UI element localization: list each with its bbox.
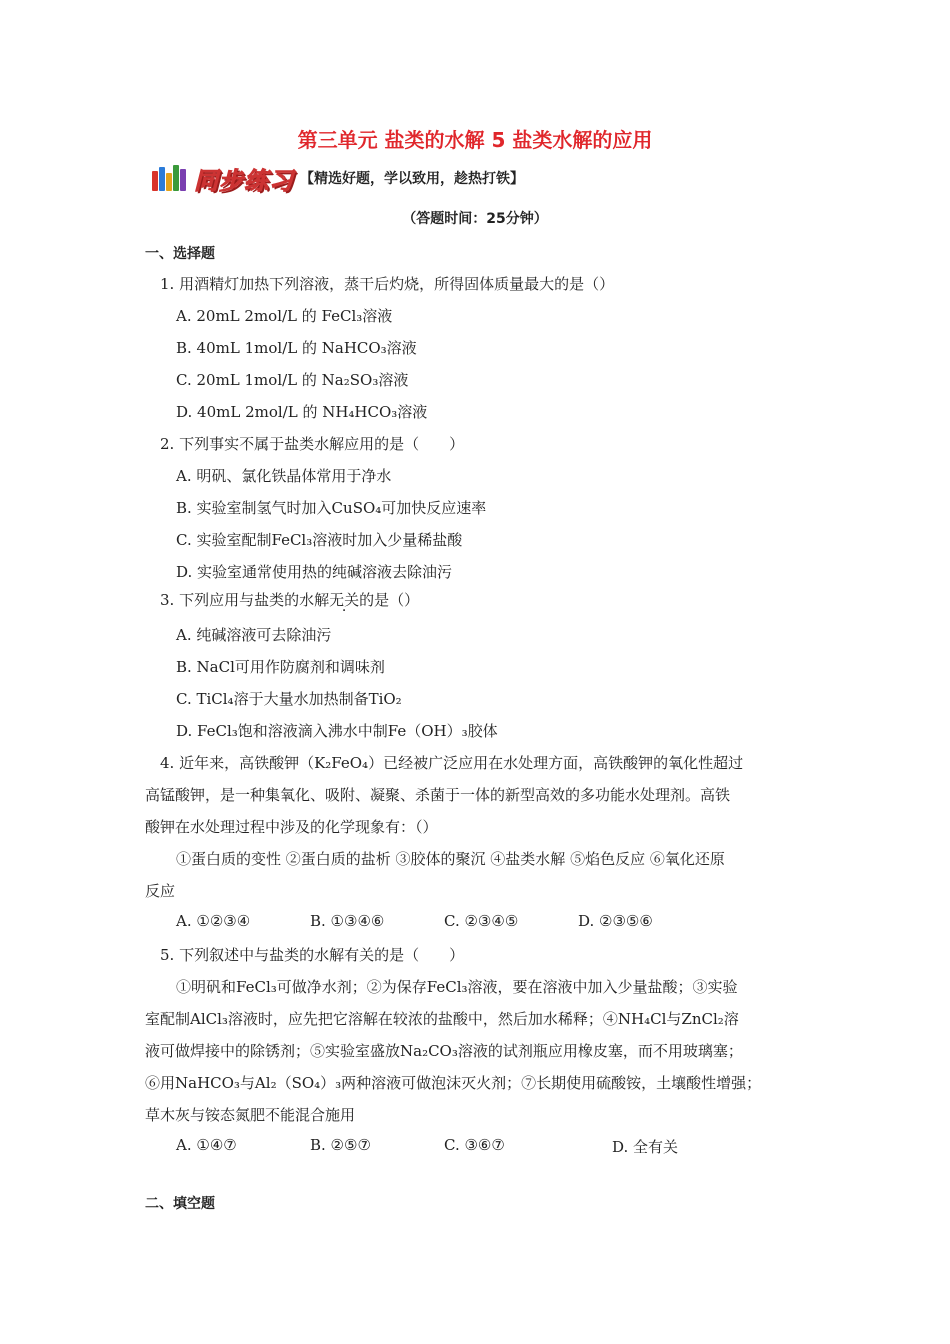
section-heading-fill: 二、填空题 — [145, 1196, 215, 1212]
question-1-option-d: D. 40mL 2mol/L 的 NH₄HCO₃溶液 — [176, 403, 428, 421]
question-4-line-3: 酸钾在水处理过程中涉及的化学现象有：（） — [145, 818, 438, 836]
question-3-option-a: A. 纯碱溶液可去除油污 — [176, 626, 332, 644]
question-5-line-4: ⑥用NaHCO₃与Al₂（SO₄）₃两种溶液可做泡沫灭火剂；⑦长期使用硫酸铵，土壤酸性增强； — [145, 1074, 762, 1092]
sync-practice-banner — [152, 160, 524, 196]
question-2-option-a: A. 明矾、氯化铁晶体常用于净水 — [176, 467, 392, 485]
question-5-option-d: D. 全有关 — [612, 1138, 679, 1156]
question-1-option-c: C. 20mL 1mol/L 的 Na₂SO₃溶液 — [176, 371, 409, 389]
question-1-option-b: B. 40mL 1mol/L 的 NaHCO₃溶液 — [176, 339, 417, 357]
question-5-option-c: C. ③⑥⑦ — [444, 1136, 505, 1154]
question-2-option-c: C. 实验室配制FeCl₃溶液时加入少量稀盐酸 — [176, 531, 463, 549]
question-3-stem-start: 3. 下列应用与盐类的水解 — [160, 591, 330, 609]
question-4-option-b: B. ①③④⑥ — [310, 912, 385, 930]
question-3-stem — [160, 589, 419, 610]
banner-label: 同步练习 — [194, 166, 294, 195]
question-3-option-d: D. FeCl₃饱和溶液滴入沸水中制Fe（OH）₃胶体 — [176, 722, 498, 740]
question-4-option-c: C. ②③④⑤ — [444, 912, 519, 930]
question-1-option-a: A. 20mL 2mol/L 的 FeCl₃溶液 — [176, 307, 393, 325]
banner-slogan: 【精选好题，学以致用，趁热打铁】 — [300, 171, 524, 187]
question-2-stem: 2. 下列事实不属于盐类水解应用的是（ ） — [160, 435, 465, 453]
question-4-line-1: 4. 近年来，高铁酸钾（K₂FeO₄）已经被广泛应用在水处理方面，高铁酸钾的氧化性超过 — [160, 754, 744, 772]
question-4-option-d: D. ②③⑤⑥ — [578, 912, 653, 930]
question-3-option-c: C. TiCl₄溶于大量水加热制备TiO₂ — [176, 690, 402, 708]
page-title: 第三单元 盐类的水解 5 盐类水解的应用 — [297, 128, 653, 152]
question-5-line-1: ①明矾和FeCl₃可做净水剂；②为保存FeCl₃溶液，要在溶液中加入少量盐酸；③实验 — [176, 978, 738, 996]
question-3-stem-end: 的是（） — [359, 591, 420, 609]
question-5-line-5: 草木灰与铵态氮肥不能混合施用 — [145, 1106, 356, 1124]
question-5-stem: 5. 下列叙述中与盐类的水解有关的是（ ） — [160, 946, 465, 964]
question-4-line-4: ①蛋白质的变性 ②蛋白质的盐析 ③胶体的聚沉 ④盐类水解 ⑤焰色反应 ⑥氧化还原 — [176, 850, 725, 868]
books-icon — [152, 165, 190, 191]
question-4-option-a: A. ①②③④ — [176, 912, 251, 930]
question-4-line-2: 高锰酸钾，是一种集氧化、吸附、凝聚、杀菌于一体的新型高效的多功能水处理剂。高铁 — [145, 786, 731, 804]
question-2-option-d: D. 实验室通常使用热的纯碱溶液去除油污 — [176, 563, 453, 581]
question-4-line-5: 反应 — [145, 882, 176, 900]
question-5-option-a: A. ①④⑦ — [176, 1136, 237, 1154]
section-heading-choice: 一、选择题 — [145, 246, 215, 262]
question-5-option-b: B. ②⑤⑦ — [310, 1136, 371, 1154]
question-3-emphasis: 无关 — [329, 591, 360, 609]
time-note: （答题时间：25分钟） — [402, 211, 548, 227]
question-5-line-2: 室配制AlCl₃溶液时，应先把它溶解在较浓的盐酸中，然后加水稀释；④NH₄Cl与ZnCl₂溶 — [145, 1010, 739, 1028]
question-3-option-b: B. NaCl可用作防腐剂和调味剂 — [176, 658, 385, 676]
question-5-line-3: 液可做焊接中的除锈剂；⑤实验室盛放Na₂CO₃溶液的试剂瓶应用橡皮塞，而不用玻璃塞； — [145, 1042, 743, 1060]
question-2-option-b: B. 实验室制氢气时加入CuSO₄可加快反应速率 — [176, 499, 487, 517]
question-1-stem: 1. 用酒精灯加热下列溶液，蒸干后灼烧，所得固体质量最大的是（） — [160, 275, 615, 293]
